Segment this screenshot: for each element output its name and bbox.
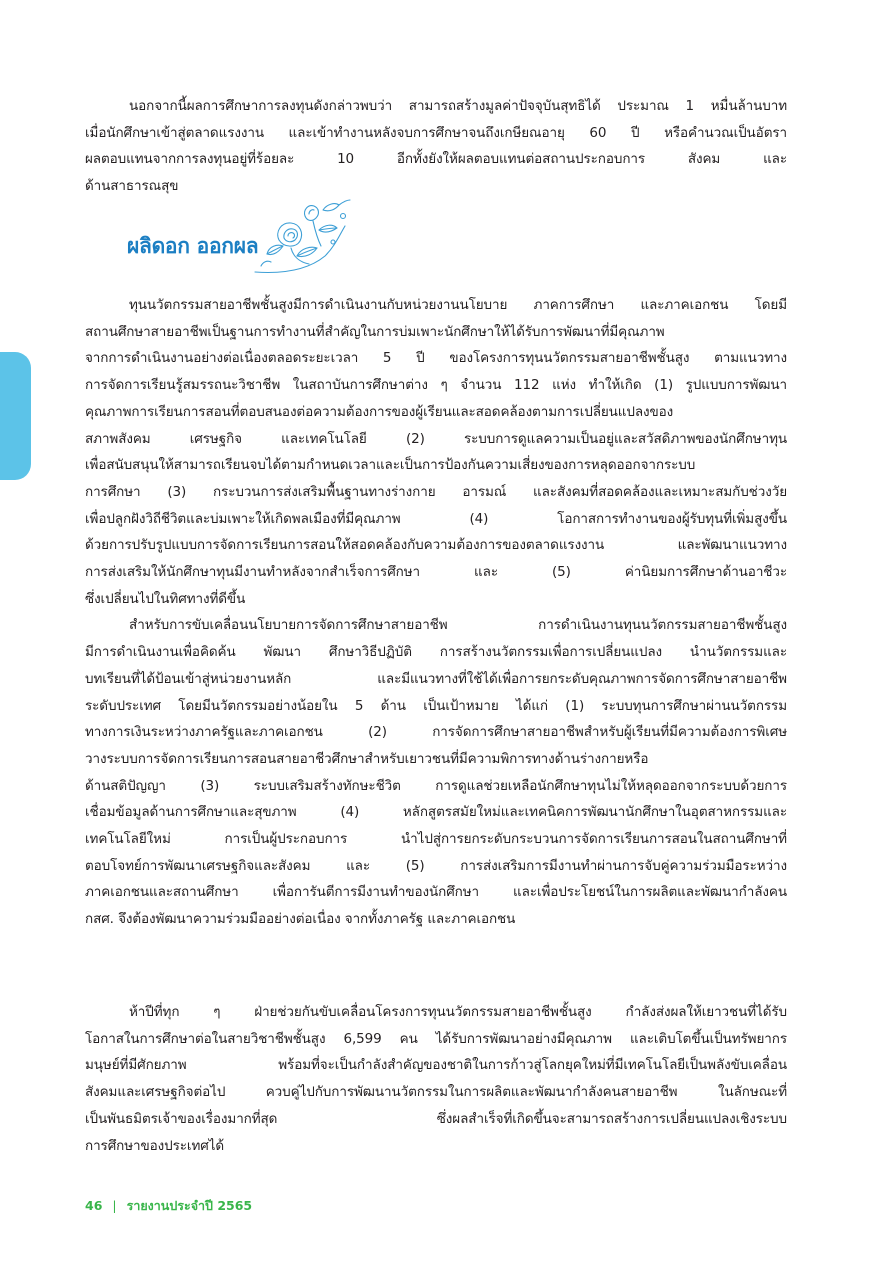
text-line: บทเรียนที่ได้ป้อนเข้าสู่หน่วยงานหลัก และมีแนวทางที่ใช้ได้เพื่อการยกระดับคุณภาพการจัดการศึกษาสายอาชีพ	[85, 670, 787, 687]
text-line: ระดับประเทศ โดยมีนวัตกรรมอย่างน้อยใน 5 ด้าน เป็นเป้าหมาย ได้แก่ (1) ระบบทุนการศึกษาผ่านนวัตกรรม	[85, 697, 787, 714]
text-line: ตอบโจทย์การพัฒนาเศรษฐกิจและสังคม และ (5) การส่งเสริมการมีงานทำผ่านการจับคู่ความร่วมมือระหว่าง	[85, 857, 787, 874]
text-line: สภาพสังคม เศรษฐกิจ และเทคโนโลยี (2) ระบบการดูแลความเป็นอยู่และสวัสดิภาพของนักศึกษาทุน	[85, 430, 787, 447]
text-line: กสศ. จึงต้องพัฒนาความร่วมมืออย่างต่อเนื่อง จากทั้งภาครัฐ และภาคเอกชน	[85, 911, 516, 928]
footer-separator: |	[112, 1198, 117, 1213]
text-line: จากการดำเนินงานอย่างต่อเนื่องตลอดระยะเวลา 5 ปี ของโครงการทุนนวัตกรรมสายอาชีพชั้นสูง ตามแนวทาง	[85, 350, 787, 367]
text-line: สำหรับการขับเคลื่อนนโยบายการจัดการศึกษาสายอาชีพ การดำเนินงานทุนนวัตกรรมสายอาชีพชั้นสูง	[129, 617, 787, 634]
text-line: คุณภาพการเรียนการสอนที่ตอบสนองต่อความต้องการของผู้เรียนและสอดคล้องตามการเปลี่ยนแปลงของ	[85, 403, 674, 420]
text-line: การศึกษา (3) กระบวนการส่งเสริมพื้นฐานทางร่างกาย อารมณ์ และสังคมที่สอดคล้องและเหมาะสมกับช่วงวัย	[85, 483, 787, 500]
text-line: โอกาสในการศึกษาต่อในสายวิชาชีพชั้นสูง 6,599 คน ได้รับการพัฒนาอย่างมีคุณภาพ และเติบโตขึ้นเป็นทรัพยากร	[85, 1030, 787, 1047]
report-title: รายงานประจำปี 2565	[126, 1198, 253, 1213]
text-line: ด้านสาธารณสุข	[85, 178, 179, 195]
text-line: มนุษย์ที่มีศักยภาพ พร้อมที่จะเป็นกำลังสำคัญของชาติในการก้าวสู่โลกยุคใหม่ที่มีเทคโนโลยีเป็นพลังขับเคลื่อน	[85, 1057, 787, 1074]
text-line: เป็นพันธมิตรเจ้าของเรื่องมากที่สุด ซึ่งผลสำเร็จที่เกิดขึ้นจะสามารถสร้างการเปลี่ยนแปลงเชิงระบบ	[85, 1110, 787, 1127]
text-line: สังคมและเศรษฐกิจต่อไป ควบคู่ไปกับการพัฒนานวัตกรรมในการผลิตและพัฒนากำลังคนสายอาชีพ ในลักษณะที่	[85, 1084, 787, 1101]
text-line: นอกจากนี้ผลการศึกษาการลงทุนดังกล่าวพบว่า สามารถสร้างมูลค่าปัจจุบันสุทธิได้ ประมาณ 1 หมื่นล้านบาท	[129, 98, 787, 114]
text-line: เมื่อนักศึกษาเข้าสู่ตลาดแรงงาน และเข้าทำงานหลังจบการศึกษาจนถึงเกษียณอายุ 60 ปี หรือคำนวณเป็นอัตรา	[85, 124, 787, 141]
main-body-paragraph	[85, 292, 787, 933]
text-line: มีการดำเนินงานเพื่อคิดค้น พัฒนา ศึกษาวิธีปฏิบัติ การสร้างนวัตกรรมเพื่อการเปลี่ยนแปลง นำนวัตกรรมและ	[85, 644, 787, 661]
text-line: เชื่อมข้อมูลด้านการศึกษาและสุขภาพ (4) หลักสูตรสมัยใหม่และเทคนิคการพัฒนานักศึกษาในอุตสาหกรรมและ	[85, 804, 787, 821]
text-line: ด้วยการปรับรูปแบบการจัดการเรียนการสอนให้สอดคล้องกับความต้องการของตลาดแรงงาน และพัฒนาแนวทาง	[85, 537, 787, 554]
text-line: ซึ่งเปลี่ยนไปในทิศทางที่ดีขึ้น	[85, 590, 246, 607]
text-line: เพื่อสนับสนุนให้สามารถเรียนจบได้ตามกำหนดเวลาและเป็นการป้องกันความเสี่ยงของการหลุดออกจากระบบ	[85, 457, 696, 474]
text-line: ภาคเอกชนและสถานศึกษา เพื่อการันตีการมีงานทำของนักศึกษา และเพื่อประโยชน์ในการผลิตและพัฒนากำลังคน	[85, 884, 787, 901]
text-line: เพื่อปลูกฝังวิถีชีวิตและบ่มเพาะให้เกิดพลเมืองที่มีคุณภาพ (4) โอกาสการทำงานของผู้รับทุนที่เพิ่มสูงขึ้น	[85, 510, 787, 527]
text-line: เทคโนโลยีใหม่ การเป็นผู้ประกอบการ นำไปสู่การยกระดับกระบวนการจัดการเรียนการสอนในสถานศึกษาที่	[85, 831, 787, 848]
text-line: การส่งเสริมให้นักศึกษาทุนมีงานทำหลังจากสำเร็จการศึกษา และ (5) ค่านิยมการศึกษาด้านอาชีวะ	[85, 564, 787, 581]
text-line: วางระบบการจัดการเรียนการสอนสายอาชีวศึกษาสำหรับเยาวชนที่มีความพิการทางด้านร่างกายหรือ	[85, 750, 649, 767]
text-line: สถานศึกษาสายอาชีพเป็นฐานการทำงานที่สำคัญในการบ่มเพาะนักศึกษาให้ได้รับการพัฒนาที่มีคุณภาพ	[85, 323, 665, 340]
section-heading: ผลิดอก ออกผล	[127, 234, 259, 258]
flower-branch-icon	[253, 196, 353, 280]
text-line: การศึกษาของประเทศได้	[85, 1137, 225, 1154]
text-line: ทุนนวัตกรรมสายอาชีพชั้นสูงมีการดำเนินงานกับหน่วยงานนโยบาย ภาคการศึกษา และภาคเอกชน โดยมี	[129, 297, 787, 313]
side-section-tab	[0, 352, 31, 480]
text-line: ห้าปีที่ทุก ๆ ฝ่ายช่วยกันขับเคลื่อนโครงการทุนนวัตกรรมสายอาชีพชั้นสูง กำลังส่งผลให้เยาวชนที่ได้รับ	[129, 1004, 787, 1020]
text-line: ด้านสติปัญญา (3) ระบบเสริมสร้างทักษะชีวิต การดูแลช่วยเหลือนักศึกษาทุนไม่ให้หลุดออกจากระบบด้วยการ	[85, 777, 787, 794]
section-heading-block	[125, 196, 355, 286]
intro-paragraph	[85, 93, 787, 200]
text-line: ทางการเงินระหว่างภาครัฐและภาคเอกชน (2) การจัดการศึกษาสายอาชีพสำหรับผู้เรียนที่มีความต้องการพิเศษ	[85, 724, 787, 741]
closing-paragraph	[85, 999, 787, 1159]
text-line: ผลตอบแทนจากการลงทุนอยู่ที่ร้อยละ 10 อีกทั้งยังให้ผลตอบแทนต่อสถานประกอบการ สังคม และ	[85, 151, 787, 168]
page-footer	[85, 1196, 252, 1216]
page-number: 46	[85, 1198, 103, 1213]
text-line: การจัดการเรียนรู้สมรรถนะวิชาชีพ ในสถาบันการศึกษาต่าง ๆ จำนวน 112 แห่ง ทำให้เกิด (1) รูปแบบการพัฒนา	[85, 377, 787, 394]
